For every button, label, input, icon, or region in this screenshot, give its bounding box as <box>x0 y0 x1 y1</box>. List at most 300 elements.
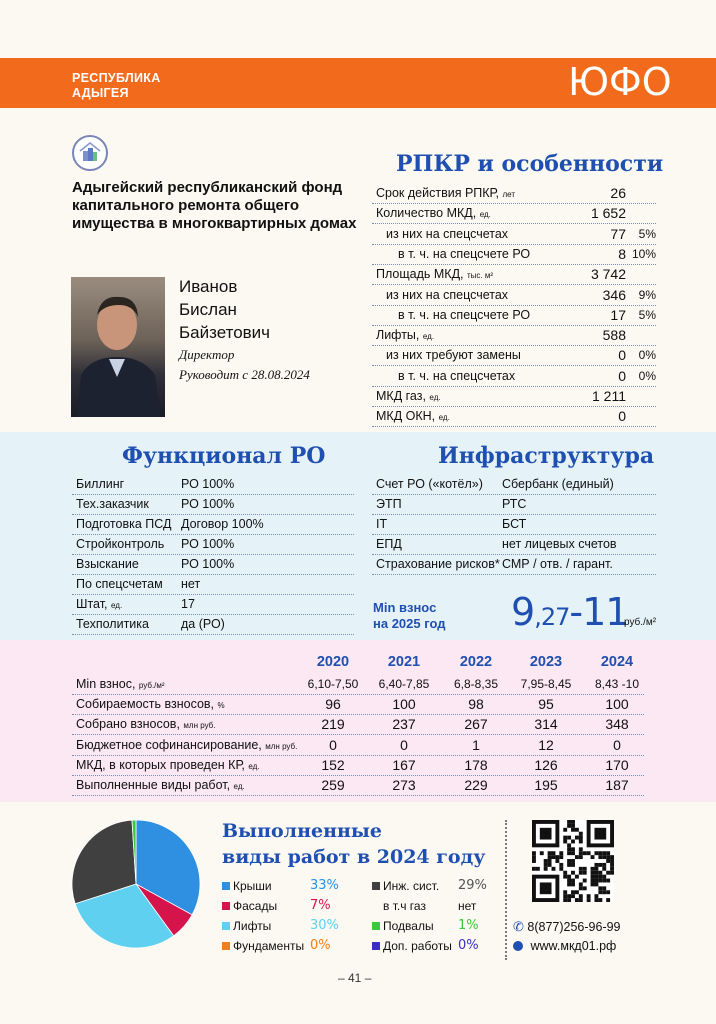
rpkr-row <box>372 386 656 407</box>
qr-module <box>579 836 583 840</box>
func-row-label <box>76 514 171 534</box>
qr-module <box>552 867 556 871</box>
func-row-value: нет <box>181 577 201 591</box>
qr-module <box>594 863 598 867</box>
legend-label: Доп. работы <box>383 939 452 953</box>
qr-module <box>571 859 575 863</box>
qr-module <box>579 882 583 886</box>
stats-cell: 12 <box>538 736 554 753</box>
legend-swatch <box>222 902 230 910</box>
qr-module <box>606 855 610 859</box>
infra-row-label: Страхование рисков* <box>376 557 500 571</box>
func-row <box>72 494 354 515</box>
qr-module <box>544 859 548 863</box>
rpkr-row <box>372 224 656 245</box>
works-title-line-2: виды работ в 2024 году <box>222 846 486 868</box>
qr-module <box>587 851 591 855</box>
org-name: Адыгейский республиканский фонд капитального ремонта общего имущества в многоквартирных домах <box>72 179 357 232</box>
qr-module <box>606 851 610 855</box>
director-surname: Иванов <box>179 277 238 296</box>
func-label-text: Тех.заказчик <box>76 497 149 511</box>
stats-label-unit: млн руб. <box>183 721 216 731</box>
func-row-value: Договор 100% <box>181 517 264 531</box>
stats-cell: 6,10-7,50 <box>307 677 359 691</box>
legend-label: Инж. сист. <box>383 879 440 893</box>
qr-module <box>583 871 587 875</box>
legend-percent: 0% <box>458 938 479 953</box>
qr-module <box>579 871 583 875</box>
stats-cell: 98 <box>468 696 484 713</box>
qr-finder-center <box>540 828 552 840</box>
stats-cell: 237 <box>392 716 416 733</box>
min-fee-label <box>373 600 446 632</box>
qr-module <box>563 898 567 902</box>
stats-cell: 170 <box>605 756 629 773</box>
qr-module <box>610 855 614 859</box>
director-patronymic: Байзетович <box>179 323 271 342</box>
qr-module <box>575 836 579 840</box>
director-role <box>179 345 310 385</box>
rpkr-row <box>372 183 656 204</box>
stats-cell: 6,8-8,35 <box>453 677 499 691</box>
year-header-cell: 2022 <box>459 654 493 670</box>
infra-row-label: ЭТП <box>376 497 402 511</box>
stats-label-text: Выполненные виды работ, <box>76 778 231 792</box>
rpkr-row-label <box>376 406 450 428</box>
phone-contact[interactable] <box>513 918 621 936</box>
qr-module <box>532 867 536 871</box>
qr-module <box>571 824 575 828</box>
rpkr-row-label <box>376 203 491 225</box>
qr-module <box>602 867 606 871</box>
legend-swatch <box>222 882 230 890</box>
page-number: – 41 – <box>338 971 372 985</box>
qr-module <box>563 875 567 879</box>
rpkr-row <box>372 305 656 326</box>
stats-cell: 1 <box>472 736 480 753</box>
qr-module <box>583 851 587 855</box>
qr-module <box>583 867 587 871</box>
qr-module <box>571 894 575 898</box>
rpkr-label-text: из них на спецсчетах <box>386 226 509 241</box>
legend-percent: нет <box>458 899 477 913</box>
stats-row <box>72 755 644 776</box>
qr-module <box>583 879 587 883</box>
stats-cell: 267 <box>464 716 488 733</box>
rpkr-row-label <box>398 244 530 264</box>
legend-swatch <box>372 942 380 950</box>
stats-cell: 273 <box>392 777 416 793</box>
qr-module <box>559 863 563 867</box>
legend-item <box>372 936 492 956</box>
qr-module <box>591 875 595 879</box>
stats-cell: 314 <box>534 716 558 733</box>
qr-module <box>571 882 575 886</box>
infra-row <box>372 474 656 495</box>
qr-module <box>598 890 602 894</box>
qr-module <box>559 867 563 871</box>
func-row-label <box>76 534 164 554</box>
qr-module <box>555 859 559 863</box>
qr-module <box>571 847 575 851</box>
infra-row-value: СМР / отв. / гарант. <box>502 557 613 571</box>
rpkr-label-text: Количество МКД, <box>376 206 477 221</box>
qr-module <box>606 898 610 902</box>
rpkr-row <box>372 406 656 427</box>
qr-module <box>575 890 579 894</box>
qr-module <box>610 859 614 863</box>
stats-cell: 195 <box>534 777 558 793</box>
qr-module <box>579 898 583 902</box>
qr-module <box>598 863 602 867</box>
region-line-1: РЕСПУБЛИКА <box>72 71 161 85</box>
stats-cell: 8,43 -10 <box>594 677 640 691</box>
rpkr-title: РПКР и особенности <box>396 151 664 177</box>
func-label-text: Взыскание <box>76 557 139 571</box>
stats-row-label <box>76 755 260 777</box>
rpkr-row <box>372 285 656 306</box>
rpkr-label-text: в т. ч. на спецсчете РО <box>398 246 531 261</box>
qr-module <box>536 867 540 871</box>
legend-swatch <box>372 882 380 890</box>
qr-module <box>583 886 587 890</box>
rpkr-row-percent: 5% <box>638 307 656 322</box>
func-title: Функционал РО <box>122 443 326 469</box>
legend-percent: 7% <box>310 898 331 913</box>
legend-label: Фундаменты <box>233 939 305 953</box>
legend-item <box>372 916 492 936</box>
stats-cell: 7,95-8,45 <box>520 677 572 691</box>
func-label-text: Подготовка ПСД <box>76 517 172 531</box>
stats-row-label <box>76 674 165 696</box>
qr-module <box>575 875 579 879</box>
stats-row-label <box>76 714 215 736</box>
rpkr-label-text: из них требуют замены <box>386 348 521 363</box>
rpkr-row-label <box>376 325 434 347</box>
website-url: www.мкд01.рф <box>530 939 617 953</box>
stats-cell: 0 <box>400 736 408 753</box>
rpkr-row-percent: 0% <box>638 368 656 383</box>
qr-module <box>567 820 571 824</box>
rpkr-label-text: в т. ч. на спецсчетах <box>398 368 516 383</box>
qr-module <box>602 863 606 867</box>
legend-swatch <box>222 942 230 950</box>
qr-code <box>532 820 614 902</box>
region-name <box>72 71 161 101</box>
stats-label-text: Бюджетное софинансирование, <box>76 737 262 752</box>
infra-row-value: Сбербанк (единый) <box>502 477 614 491</box>
qr-module <box>567 882 571 886</box>
director-photo <box>71 277 165 417</box>
federal-district: ЮФО <box>568 60 672 104</box>
rpkr-row-label <box>398 366 515 386</box>
qr-module <box>591 879 595 883</box>
func-label-text: Биллинг <box>76 477 125 491</box>
qr-module <box>575 898 579 902</box>
stats-row-label <box>76 735 297 757</box>
infra-row-label: IT <box>376 517 388 531</box>
stats-label-unit: ед. <box>248 761 260 771</box>
infra-row <box>372 494 656 515</box>
func-row <box>72 594 354 615</box>
legend-item <box>222 916 342 936</box>
qr-module <box>602 855 606 859</box>
qr-module <box>563 828 567 832</box>
qr-module <box>579 851 583 855</box>
func-row-value: 17 <box>181 597 195 611</box>
qr-module <box>598 875 602 879</box>
stats-label-unit: руб./м² <box>138 681 165 690</box>
stats-cell: 0 <box>613 736 621 753</box>
qr-module <box>575 855 579 859</box>
qr-module <box>532 859 536 863</box>
building-icon <box>72 135 108 171</box>
qr-module <box>598 871 602 875</box>
stats-row <box>72 775 644 796</box>
rpkr-label-text: МКД ОКН, <box>376 409 436 424</box>
qr-finder-center <box>540 882 552 894</box>
qr-module <box>602 851 606 855</box>
min-fee-dec: ,27 <box>534 603 570 631</box>
func-row <box>72 514 354 535</box>
qr-module <box>532 855 536 859</box>
qr-module <box>594 879 598 883</box>
func-row-label <box>76 594 122 616</box>
qr-module <box>591 871 595 875</box>
qr-module <box>606 890 610 894</box>
stats-label-unit: % <box>217 701 225 711</box>
legend-item <box>372 876 492 896</box>
legend-percent: 30% <box>310 918 339 933</box>
legend-item <box>222 936 342 956</box>
min-fee-line-1: Min взнос <box>373 600 437 615</box>
qr-module <box>567 898 571 902</box>
legend-item <box>372 896 492 916</box>
qr-module <box>540 851 544 855</box>
stats-cell: 152 <box>321 756 345 773</box>
qr-module <box>567 875 571 879</box>
legend-label: Подвалы <box>383 919 434 933</box>
rpkr-row-value: 8 <box>618 245 626 262</box>
rpkr-label-text: МКД газ, <box>376 389 426 403</box>
qr-module <box>544 863 548 867</box>
legend-swatch <box>222 922 230 930</box>
qr-module <box>579 894 583 898</box>
qr-module <box>606 879 610 883</box>
rpkr-row-value: 17 <box>610 306 626 323</box>
qr-module <box>594 851 598 855</box>
qr-module <box>559 855 563 859</box>
rpkr-label-unit: тыс. м² <box>467 271 494 281</box>
qr-module <box>598 851 602 855</box>
stats-row <box>72 714 644 735</box>
stats-label-text: Собрано взносов, <box>76 717 180 732</box>
qr-module <box>594 867 598 871</box>
rpkr-row <box>372 345 656 366</box>
stats-row-label <box>76 694 225 716</box>
works-title-line-1: Выполненные <box>222 820 383 842</box>
func-label-text: Техполитика <box>76 617 149 631</box>
qr-module <box>575 828 579 832</box>
legend-label: в т.ч газ <box>383 899 426 913</box>
qr-module <box>548 863 552 867</box>
qr-module <box>587 898 591 902</box>
qr-module <box>567 847 571 851</box>
func-row-label <box>76 554 139 574</box>
qr-module <box>563 871 567 875</box>
stats-label-unit: млн руб. <box>265 741 298 751</box>
rpkr-label-text: Лифты, <box>376 328 420 343</box>
stats-cell: 100 <box>392 696 416 713</box>
stats-label-text: МКД, в которых проведен КР, <box>76 757 245 772</box>
qr-module <box>567 843 571 847</box>
qr-module <box>552 855 556 859</box>
qr-module <box>571 828 575 832</box>
legend-percent: 33% <box>310 878 339 893</box>
stats-row-label <box>76 775 245 797</box>
stats-row <box>72 694 644 715</box>
legend-label: Крыши <box>233 879 272 893</box>
qr-module <box>610 867 614 871</box>
qr-module <box>606 871 610 875</box>
website-contact[interactable] <box>513 937 616 955</box>
rpkr-label-text: в т. ч. на спецсчете РО <box>398 307 531 322</box>
rpkr-row <box>372 244 656 265</box>
rpkr-row <box>372 203 656 224</box>
qr-module <box>548 855 552 859</box>
works-pie-chart <box>70 818 202 950</box>
stats-cell: 95 <box>538 696 554 713</box>
qr-module <box>598 898 602 902</box>
rpkr-row-percent: 5% <box>638 226 656 241</box>
qr-module <box>594 898 598 902</box>
qr-module <box>571 871 575 875</box>
qr-module <box>591 882 595 886</box>
func-label-unit: ед. <box>111 601 123 610</box>
qr-module <box>563 894 567 898</box>
min-fee-line-2: на 2025 год <box>373 616 446 631</box>
rpkr-row-value: 26 <box>610 185 626 201</box>
infra-row-value: БСТ <box>502 517 527 531</box>
qr-module <box>579 855 583 859</box>
qr-module <box>598 879 602 883</box>
qr-finder-center <box>594 828 606 840</box>
rpkr-row-label <box>376 264 493 286</box>
qr-module <box>579 867 583 871</box>
rpkr-label-unit: ед. <box>479 210 491 220</box>
director-since: Руководит с 28.08.2024 <box>179 367 310 382</box>
func-row <box>72 474 354 495</box>
rpkr-row-percent: 10% <box>631 246 656 261</box>
rpkr-label-text: из них на спецсчетах <box>386 287 509 302</box>
works-title <box>222 818 485 870</box>
rpkr-label-unit: лет <box>502 190 515 199</box>
stats-label-text: Min взнос, <box>76 677 136 691</box>
min-fee-int: 9 <box>511 590 535 634</box>
phone-icon: ✆ <box>513 919 524 934</box>
qr-module <box>602 879 606 883</box>
rpkr-row-value: 3 742 <box>590 266 626 283</box>
rpkr-row-value: 1 211 <box>592 388 626 404</box>
rpkr-row-percent: 9% <box>638 287 656 302</box>
qr-module <box>579 832 583 836</box>
func-row-label <box>76 614 149 634</box>
year-header-cell: 2023 <box>529 654 563 670</box>
stats-cell: 229 <box>464 777 488 793</box>
legend-item <box>222 896 342 916</box>
legend-percent: 0% <box>310 938 331 953</box>
qr-module <box>602 875 606 879</box>
stats-cell: 178 <box>464 756 488 773</box>
qr-module <box>548 859 552 863</box>
infra-row-value: РТС <box>502 497 527 511</box>
qr-module <box>579 886 583 890</box>
qr-module <box>567 824 571 828</box>
rpkr-row-value: 0 <box>618 347 626 364</box>
func-row-label <box>76 494 149 514</box>
stats-row <box>72 674 644 695</box>
rpkr-row-label <box>386 224 508 244</box>
stats-cell: 6,40-7,85 <box>378 677 430 691</box>
qr-module <box>544 867 548 871</box>
qr-module <box>563 840 567 844</box>
infra-row <box>372 554 656 575</box>
func-row <box>72 614 354 635</box>
min-fee-value <box>511 590 628 634</box>
qr-module <box>571 840 575 844</box>
qr-module <box>532 851 536 855</box>
infra-row-value: нет лицевых счетов <box>502 537 617 551</box>
qr-module <box>594 894 598 898</box>
stats-cell: 126 <box>534 756 558 773</box>
stats-cell: 348 <box>605 716 629 733</box>
qr-module <box>563 836 567 840</box>
min-fee-unit: руб./м² <box>624 617 657 628</box>
legend-label: Лифты <box>233 919 272 933</box>
stats-label-text: Собираемость взносов, <box>76 697 215 712</box>
qr-module <box>591 867 595 871</box>
director-position: Директор <box>179 347 235 362</box>
qr-module <box>594 875 598 879</box>
year-header-cell: 2020 <box>316 654 350 670</box>
year-header-cell: 2024 <box>600 654 634 670</box>
rpkr-row-label <box>376 386 441 408</box>
qr-module <box>571 820 575 824</box>
globe-icon <box>513 941 523 951</box>
qr-module <box>548 851 552 855</box>
qr-module <box>555 855 559 859</box>
legend-swatch <box>372 922 380 930</box>
qr-module <box>571 879 575 883</box>
rpkr-label-text: Срок действия РПКР, <box>376 186 499 200</box>
qr-module <box>594 882 598 886</box>
qr-module <box>598 886 602 890</box>
rpkr-row-value: 588 <box>602 327 626 344</box>
func-row <box>72 554 354 575</box>
director-name <box>179 275 270 344</box>
func-row-value: РО 100% <box>181 557 235 571</box>
legend-percent: 29% <box>458 878 487 893</box>
func-row-value: да (РО) <box>181 617 225 631</box>
func-row-value: РО 100% <box>181 477 235 491</box>
stats-cell: 219 <box>321 716 345 733</box>
min-fee-upper: -11 <box>569 590 629 634</box>
qr-module <box>567 863 571 867</box>
legend-item <box>222 876 342 896</box>
qr-module <box>610 863 614 867</box>
qr-module <box>610 871 614 875</box>
stats-cell: 96 <box>325 696 341 713</box>
